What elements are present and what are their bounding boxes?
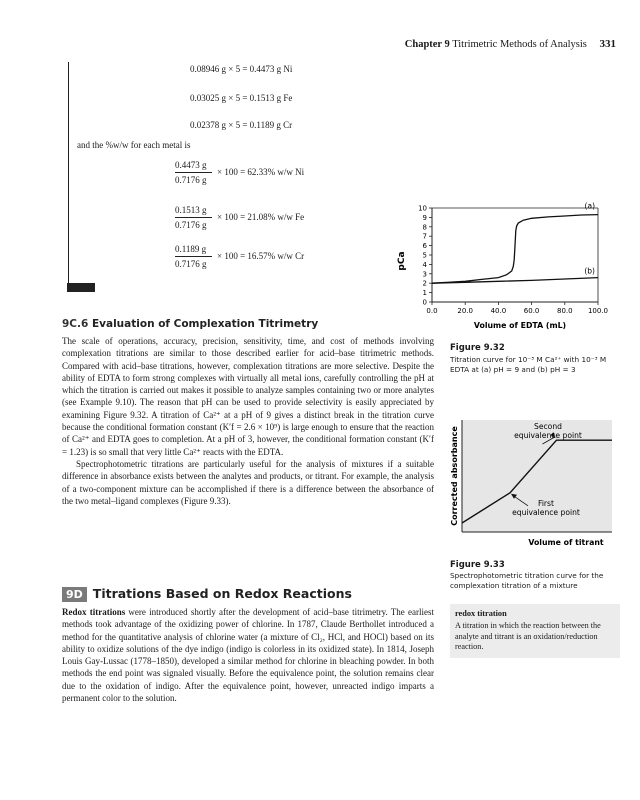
paragraph (62, 606, 434, 704)
page-number: 331 (599, 38, 616, 50)
section-9d-heading (62, 586, 352, 602)
fraction-numerator: 0.4473 g (175, 160, 207, 170)
paragraph: The scale of operations, accuracy, precision, sensitivity, time, and cost of methods involving complexation titrations are similar to those described earlier for acid–base titrimetric methods. Compared with acid–base titrations, however, complexation titrations are more selective. Despite the ability of EDTA to form strong complexes with virtually all metal ions, carefully controlling the pH at which the titration is carried out makes it possible to analyze samples containing two or more analytes (see Example 9.10). The reason that pH can be used to provide selectivity is easily appreciated by examining Figure 9.32. A titration of Ca²⁺ at a pH of 9 gives a distinct break in the titration curve because the conditional formation constant (K′f = 2.6 × 10⁹) is large enough to ensure that the reaction of Ca²⁺ and EDTA goes to completion. At a pH of 3, however, the conditional formation constant (K′f = 1.23) is so small that very little Ca²⁺ reacts with the EDTA. (62, 336, 434, 457)
titration-curve-chart (390, 196, 625, 336)
running-header (405, 38, 616, 50)
annotation-second: Second equivalence point (514, 422, 582, 440)
fraction-result: × 100 = 21.08% w/w Fe (217, 212, 305, 222)
glossary-term: redox titration (455, 609, 507, 618)
y-tick-label: 4 (422, 260, 427, 269)
y-tick-label: 10 (418, 204, 427, 213)
x-tick-label: 80.0 (557, 307, 573, 315)
paragraph-text: were introduced shortly after the development of acid–base titrimetry. The earliest methods took advantage of the oxidizing power of chlorine. In 1787, Claude Berthollet introduced a method for the quantitative analysis of chlorine water (a mixture of Cl₂, HCl, and HOCl) based on its ability to oxidize solutions of the dye indigo (indigo is colorless in its oxidized state). In 1814, Joseph Louis Gay-Lussac (1778–1850), developed a similar method for chlorine in bleaching powder. In both methods the end point was signaled visually. Before the equivalence point, the solution remains clear due to the oxidation of indigo. After the equivalence point, however, unreacted indigo imparts a permanent color to the solution. (62, 607, 434, 704)
section-9d-body (62, 606, 434, 704)
example-end-marker (67, 283, 95, 292)
y-tick-label: 5 (422, 251, 427, 260)
y-tick-label: 1 (422, 289, 427, 298)
figure-933-caption: Spectrophotometric titration curve for the complexation titration of a mixture (450, 571, 604, 590)
chapter-label: Chapter 9 (404, 39, 450, 50)
mass-line-cr: 0.02378 g × 5 = 0.1189 g Cr (190, 120, 293, 130)
figure-932-label: Figure 9.32 (450, 343, 505, 353)
fraction-result: × 100 = 62.33% w/w Ni (217, 167, 305, 177)
x-tick-label: 60.0 (523, 307, 540, 315)
section-number: 9C.6 (62, 318, 89, 330)
section-title: Titrations Based on Redox Reactions (92, 586, 352, 601)
y-axis-label: pCa (397, 251, 407, 271)
annotation-first: First equivalence point (512, 498, 580, 517)
y-tick-label: 6 (422, 242, 427, 251)
paragraph: Spectrophotometric titrations are particularly useful for the analysis of mixtures if a suitable difference in absorbance exists between the analytes and products, or titrant. For example, the analysis of a two-component mixture can be accomplished if there is a difference between the absorbance of the two metal–ligand complexes (Figure 9.33). (62, 458, 434, 506)
y-tick-label: 3 (422, 270, 427, 279)
fraction-bar (175, 256, 212, 257)
titration-plot-area (418, 202, 608, 315)
spectrophotometric-curve-chart (448, 420, 620, 552)
figure-932-caption: Titration curve for 10⁻³ M Ca²⁺ with 10⁻³ M EDTA at (a) pH = 9 and (b) pH = 3 (450, 355, 607, 374)
y-tick-label: 8 (422, 223, 427, 232)
section-badge: 9D (62, 587, 87, 602)
x-axis-label: Volume of titrant (528, 538, 604, 547)
section-9c6-body (62, 335, 434, 507)
series-label: (b) (584, 266, 595, 276)
series-label: (a) (584, 201, 595, 211)
fraction-numerator: 0.1189 g (175, 244, 207, 254)
fraction-cr (175, 244, 395, 274)
x-axis-label: Volume of EDTA (mL) (473, 321, 567, 330)
section-title: Evaluation of Complexation Titrimetry (91, 318, 319, 330)
figure-933-label: Figure 9.33 (450, 560, 505, 570)
y-tick-label: 2 (422, 279, 427, 288)
fraction-denominator: 0.7176 g (175, 259, 207, 269)
fraction-numerator: 0.1513 g (175, 205, 207, 215)
chapter-title: Titrimetric Methods of Analysis (452, 39, 587, 50)
y-tick-label: 9 (422, 213, 427, 222)
x-tick-label: 40.0 (490, 307, 507, 315)
fraction-fe (175, 205, 395, 235)
y-axis-label: Corrected absorbance (450, 426, 459, 526)
x-tick-label: 0.0 (426, 307, 438, 315)
fraction-bar (175, 217, 212, 218)
y-tick-label: 0 (422, 298, 427, 307)
x-tick-label: 20.0 (457, 307, 473, 315)
fraction-bar (175, 172, 212, 173)
series-line-b (432, 278, 598, 284)
mass-line-fe: 0.03025 g × 5 = 0.1513 g Fe (190, 93, 293, 103)
series-line-a (432, 215, 598, 284)
section-9c6-heading (62, 318, 318, 330)
glossary-definition: A titration in which the reaction between the analyte and titrant is an oxidation/reduction reaction. (455, 621, 601, 651)
percent-intro: and the %w/w for each metal is (77, 140, 191, 150)
fraction-result: × 100 = 16.57% w/w Cr (217, 251, 305, 261)
fraction-ni (175, 160, 395, 190)
fraction-denominator: 0.7176 g (175, 175, 207, 185)
mass-line-ni: 0.08946 g × 5 = 0.4473 g Ni (190, 64, 293, 74)
x-tick-label: 100.0 (587, 307, 609, 315)
key-term: Redox titrations (62, 607, 126, 617)
example-rule (68, 62, 69, 284)
y-tick-label: 7 (422, 232, 427, 241)
fraction-denominator: 0.7176 g (175, 220, 207, 230)
